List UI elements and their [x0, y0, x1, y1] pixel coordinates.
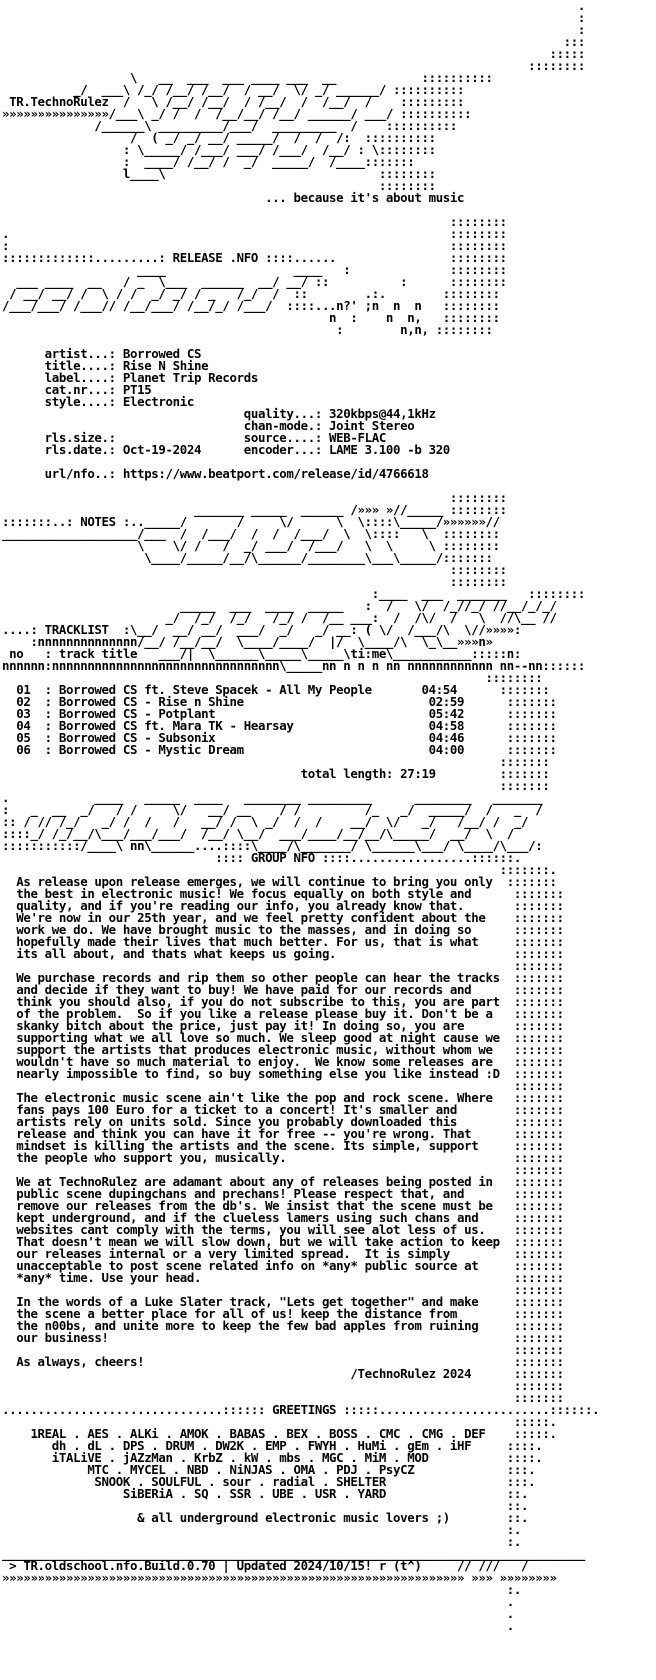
group-text-line: We purchase records and rip them so other people can hear the tracks ::::::: [16, 970, 564, 985]
tracklist-line: total length: 27:19 ::::::: [300, 766, 550, 781]
notes-art-line: :::::::: [449, 490, 507, 505]
footer-bar [2, 1548, 656, 1632]
header-art-line: \ __ ___ ___ ____ ___ __ :::::::::: [129, 70, 493, 85]
release-info-line: chan-mode.: Joint Stereo [243, 418, 415, 433]
group-text-line: mindset is killing the artists and the scene. Its simple, support ::::::: [16, 1138, 564, 1153]
header-art-line: ::::: [549, 46, 586, 61]
group-text-line: wouldn't have so much material to enjoy. We know some releases are ::::::: [16, 1054, 564, 1069]
header-art-line: ::: [563, 34, 586, 49]
release-info-line: rls.date.: Oct-19-2024 encoder...: LAME 3.100 -b 320 [44, 442, 450, 457]
group-text-line: ::::::: [513, 1078, 564, 1093]
group-nfo-banner [2, 780, 656, 876]
tracklist-art-line: ....: TRACKLIST :\__/ __/ __/ ___/ _/ _/ __: ( \/ /___/\ \//»»»»: [2, 622, 522, 637]
release-art-line: /___/___/ /___// /__/___/ /__/_/ /___/ ::::...n?' ;n n n :::::::: [2, 298, 500, 313]
group-text-line: quality, and if you're reading our info, you already know that. ::::::: [16, 898, 564, 913]
footer-line: »»»»»»»»»»»»»»»»»»»»»»»»»»»»»»»»»»»»»»»»»»»»»»»»»»»»»»»»»»»»»»»»» »»» »»»»»»»» [2, 1570, 557, 1585]
footer-line: :. [506, 1582, 522, 1597]
greetings-line: :. [506, 1522, 522, 1537]
group-nfo-text [2, 876, 656, 1404]
group-text-line: ::::::: [513, 1378, 564, 1393]
group-text-line: ::::::: [513, 1162, 564, 1177]
release-info-line: url/nfo..: https://www.beatport.com/release/id/4766618 [44, 466, 429, 481]
greetings-line: iTALiVE . jAZzMan . KrbZ . kW . mbs . MGC . MiM . MOD ::::. [51, 1450, 543, 1465]
tracklist-line: 03 : Borrowed CS - Potplant 05:42 ::::::: [16, 706, 557, 721]
tracklist-art-line: _____ ___ ____ _____ : / \/ /_//_/ //__/_/_/ [179, 598, 557, 613]
header-art-line: /______\ _________/___/ _________ / :::::::::: [94, 118, 458, 133]
tracklist-banner [2, 588, 656, 684]
group-text-line: its all about, and thats what keeps us going. ::::::: [16, 946, 564, 961]
greetings-line: 1REAL . AES . ALKi . AMOK . BABAS . BEX . BOSS . CMC . CMG . DEF :::::. [30, 1426, 557, 1441]
notes-art-line: :::::::..: NOTES :.._____/ / \/ \ \::::\_____/»»»»»»// [2, 514, 500, 529]
footer-line: . [506, 1618, 514, 1633]
greetings-line: & all underground electronic music lovers ;) ::. [137, 1510, 529, 1525]
release-art-line: :::::::::::::.........: RELEASE .NFO ::::...... :::::::: [2, 250, 507, 265]
release-info-line: title....: Rise N Shine [44, 358, 209, 373]
header-art-line: : \_____/ /___/ ___/ /___/ /__/ : \:::::::: [122, 142, 436, 157]
group-text-line: *any* time. Use your head. ::::::: [16, 1270, 564, 1285]
group-text-line: the scene a better place for all of us! keep the distance from ::::::: [16, 1306, 564, 1321]
release-art-line: / __/ __/ / \ / / _/ _/ / _ /_/ / :: .:. :::::::: [9, 286, 500, 301]
group-text-line: unacceptable to post scene related info on *any* public source at ::::::: [16, 1258, 564, 1273]
tracklist-line: 05 : Borrowed CS - Subsonix 04:46 ::::::: [16, 730, 557, 745]
tracklist-line: 04 : Borrowed CS ft. Mara TK - Hearsay 04:58 ::::::: [16, 718, 557, 733]
header-art-line: : [577, 22, 586, 37]
group-art-line: ::::::: [499, 778, 550, 793]
tracklist-art-line: :____ ___ _______ :::::::: [371, 586, 586, 601]
group-text-line: nearly impossible to find, so buy something else you like instead :D ::::::: [16, 1066, 564, 1081]
greetings-banner [2, 1404, 656, 1428]
group-text-line: ::::::: [513, 1390, 564, 1405]
group-text-line: We at TechnoRulez are adamant about any of releases being posted in ::::::: [16, 1174, 564, 1189]
header-art-line: :::::::: [378, 178, 436, 193]
header-art-line: : ____/ /__/ / _/ _____/ /____::::::: [122, 154, 415, 169]
group-text-line: ::::::: [513, 1342, 564, 1357]
group-text-line: /TechnoRulez 2024 ::::::: [350, 1366, 564, 1381]
release-art-line: . :::::::: [2, 226, 507, 241]
group-text-line: the people who support you, musically. ::::::: [16, 1150, 564, 1165]
group-text-line: support the artists that produces electronic music, without whom we ::::::: [16, 1042, 564, 1057]
header-art-line: . [577, 0, 586, 13]
release-art-line: ___ ____ __ / _ \___ ______ __/ __/ :: : :::::::: [16, 274, 507, 289]
group-text-line: think you should also, if you do not subscribe to this, you are part ::::::: [16, 994, 564, 1009]
group-text-line: kept underground, and if the clueless lamers using such chans and ::::::: [16, 1210, 564, 1225]
group-text-line: hopefully made their lives that much better. For us, that is what ::::::: [16, 934, 564, 949]
notes-art-line: \ \/ / / _/ ___/ /___/ \ \ \ :::::::: [137, 538, 500, 553]
greetings-line: :. [506, 1534, 522, 1549]
group-text-line: As release upon release emerges, we will continue to bring you only ::::::: [16, 874, 557, 889]
tracklist-table [2, 684, 656, 780]
header-art-line: TR.TechnoRulez / \ /__/ /__/ / /__/ / /__/ / ::::::::: [9, 94, 465, 109]
header-art-line: l____\ :::::::: [122, 166, 436, 181]
group-art-line: :::::::. [499, 862, 557, 877]
greetings-list [2, 1428, 656, 1548]
group-text-line: of the problem. So if you like a release please buy it. Don't be a ::::::: [16, 1006, 564, 1021]
tracklist-line: 01 : Borrowed CS ft. Steve Spacek - All My People 04:54 ::::::: [16, 682, 550, 697]
greetings-line: SNOOK . SOULFUL . sour . radial . SHELTER :::. [94, 1474, 536, 1489]
group-text-line: skanky bitch about the price, just pay it! In doing so, you are ::::::: [16, 1018, 564, 1033]
release-art-line: :::::::: [449, 214, 507, 229]
group-text-line: fans pays 100 Euro for a ticket to a concert! It's smaller and ::::::: [16, 1102, 564, 1117]
group-text-line: supporting what we all love so much. We sleep good at night cause we ::::::: [16, 1030, 564, 1045]
footer-line: > TR.oldschool.nfo.Build.0.70 | Updated 2024/10/15! r (t^) // /// / [9, 1558, 529, 1573]
group-text-line: We're now in our 25th year, and we feel pretty confident about the ::::::: [16, 910, 564, 925]
group-text-line: our business! ::::::: [16, 1330, 564, 1345]
greetings-line: SiBERiA . SQ . SSR . UBE . USR . YARD ::. [122, 1486, 529, 1501]
group-text-line: That doesn't mean we will slow down, but we will take action to keep ::::::: [16, 1234, 564, 1249]
footer-line: . [506, 1594, 514, 1609]
group-art-line: :::: GROUP NFO ::::.................::::::. [215, 850, 522, 865]
group-text-line: public scene dupingchans and prechans! Please respect that, and ::::::: [16, 1186, 564, 1201]
group-text-line: work we do. We have brought music to the masses, and in doing so ::::::: [16, 922, 564, 937]
group-text-line: In the words of a Luke Slater track, "Lets get together" and make ::::::: [16, 1294, 564, 1309]
group-text-line: ::::::: [513, 1282, 564, 1297]
greetings-art-line: ...............................:::::: GREETINGS :::::........................::::::. [2, 1402, 600, 1417]
tracklist-art-line: no : track title ___/| \______\_____\_____\ti:me\___________:::::n: [9, 646, 522, 661]
group-text-line: artists rely on units sold. Since you probably downloaded this ::::::: [16, 1114, 564, 1129]
footer-line: __________________________________________________________________________________ [2, 1546, 586, 1561]
group-art-line: : _ __ _/ / / \/ __/ __ / / /_ _/ _____/ / _ / [2, 802, 543, 817]
group-text-line: ::::::: [513, 958, 564, 973]
header-art-line: / ( _/ _/ __/ _____/ / / /: :::::::::: [129, 130, 436, 145]
release-art-line: : :::::::: [2, 238, 507, 253]
group-text-line: the best in electronic music! We focus equally on both style and ::::::: [16, 886, 564, 901]
notes-art-line: ___________________/___ / /___/ / / /___/ \ \:::: \ :::::::: [2, 526, 500, 541]
group-art-line: . ____ _____ ____ ________ _________ ________ _______ [2, 790, 543, 805]
tracklist-art-line: nnnnnn:nnnnnnnnnnnnnnnnnnnnnnnnnnnnnnnn\_____nn n n n nn nnnnnnnnnnnn nn--nn:::::: [2, 658, 586, 673]
group-text-line: remove our releases from the db's. We insist that the scene must be ::::::: [16, 1198, 564, 1213]
release-info-line: label....: Planet Trip Records [44, 370, 258, 385]
release-nfo-banner [2, 216, 656, 336]
greetings-art-line: :::::. [513, 1414, 557, 1429]
greetings-line: ::. [506, 1498, 529, 1513]
tracklist-line: ::::::: [499, 754, 550, 769]
greetings-line: dh . dL . DPS . DRUM . DW2K . EMP . FWYH . HuMi . gEm . iHF ::::. [51, 1438, 543, 1453]
release-art-line: ____ ____ : :::::::: [137, 262, 507, 277]
greetings-line: MTC . MYCEL . NBD . NiNJAS . OMA . PDJ . PsyCZ :::. [87, 1462, 536, 1477]
release-info-block [2, 336, 656, 480]
group-text-line: the n00bs, and unite more to keep the few bad apples from ruining ::::::: [16, 1318, 564, 1333]
group-art-line: ::::_/ /_/__/\___/___/___/ /__/ \__/ ___/____/__/__/\_____/ __/ \ / [2, 826, 514, 841]
tracklist-line: 06 : Borrowed CS - Mystic Dream 04:00 ::::::: [16, 742, 557, 757]
release-art-line: n : n n, :::::::: [329, 310, 500, 325]
group-text-line: and decide if they want to buy! We have paid for our records and ::::::: [16, 982, 564, 997]
group-text-line: As always, cheers! ::::::: [16, 1354, 564, 1369]
tagline: ... because it's about music [2, 190, 465, 205]
release-info-line: cat.nr...: PT15 [44, 382, 152, 397]
release-info-line: quality...: 320kbps@44,1kHz [243, 406, 436, 421]
tracklist-art-line: :::::::: [485, 670, 543, 685]
group-text-line: release and think you can have it for free -- you're wrong. That ::::::: [16, 1126, 564, 1141]
tracklist-art-line: _/ /_/ /_/ /_/ / /__ ___: / /\/ / \ //\__ // [165, 610, 557, 625]
release-info-line: style....: Electronic [44, 394, 194, 409]
notes-art-line: :::::::: [449, 574, 507, 589]
group-art-line: :: / // /_/ _/ / / / __/ / \ _/ / / __/ \/ _/ /__/ / _/ [2, 814, 529, 829]
release-info-line: artist...: Borrowed CS [44, 346, 202, 361]
group-art-line: :::::::::::/____\ nn\______....::::\____/\_______/ \______\___/ \____/\___/: [2, 838, 543, 853]
release-info-line: rls.size.: source....: WEB-FLAC [44, 430, 386, 445]
header-ascii-logo [2, 0, 656, 192]
tracklist-art-line: :nnnnnnnnnnnnnn/__/ /__/__/ \____/____/ |/ \____/\ \_\__»»»n» [30, 634, 493, 649]
group-text-line: The electronic music scene ain't like the pop and rock scene. Where ::::::: [16, 1090, 564, 1105]
tracklist-line: 02 : Borrowed CS - Rise n Shine 02:59 ::::::: [16, 694, 557, 709]
notes-art-line: _______ _____ ______ /»»» »//_____ :::::::: [193, 502, 507, 517]
notes-art-line: :::::::: [449, 562, 507, 577]
header-art-line: :::::::: [528, 58, 586, 73]
notes-banner [2, 492, 656, 588]
header-art-line: »»»»»»»»»»»»»»»/___\ _/ / / /__/__/ /__/ ______/ ___/ :::::::::: [2, 106, 472, 121]
notes-art-line: \____/_____/__/\______/________\___\_____/::::::: [144, 550, 493, 565]
header-art-line: _/ ___\ /_/ /__/ /__/ / __/ \/ _/ ______/ :::::::::: [73, 82, 465, 97]
footer-line: . [506, 1606, 514, 1621]
group-text-line: our releases internal or a very limited spread. It is simply ::::::: [16, 1246, 564, 1261]
header-art-line: : [577, 10, 586, 25]
group-text-line: websites cant comply with the terms, you will see alot less of us. ::::::: [16, 1222, 564, 1237]
release-art-line: : n,n, :::::::: [336, 322, 493, 337]
